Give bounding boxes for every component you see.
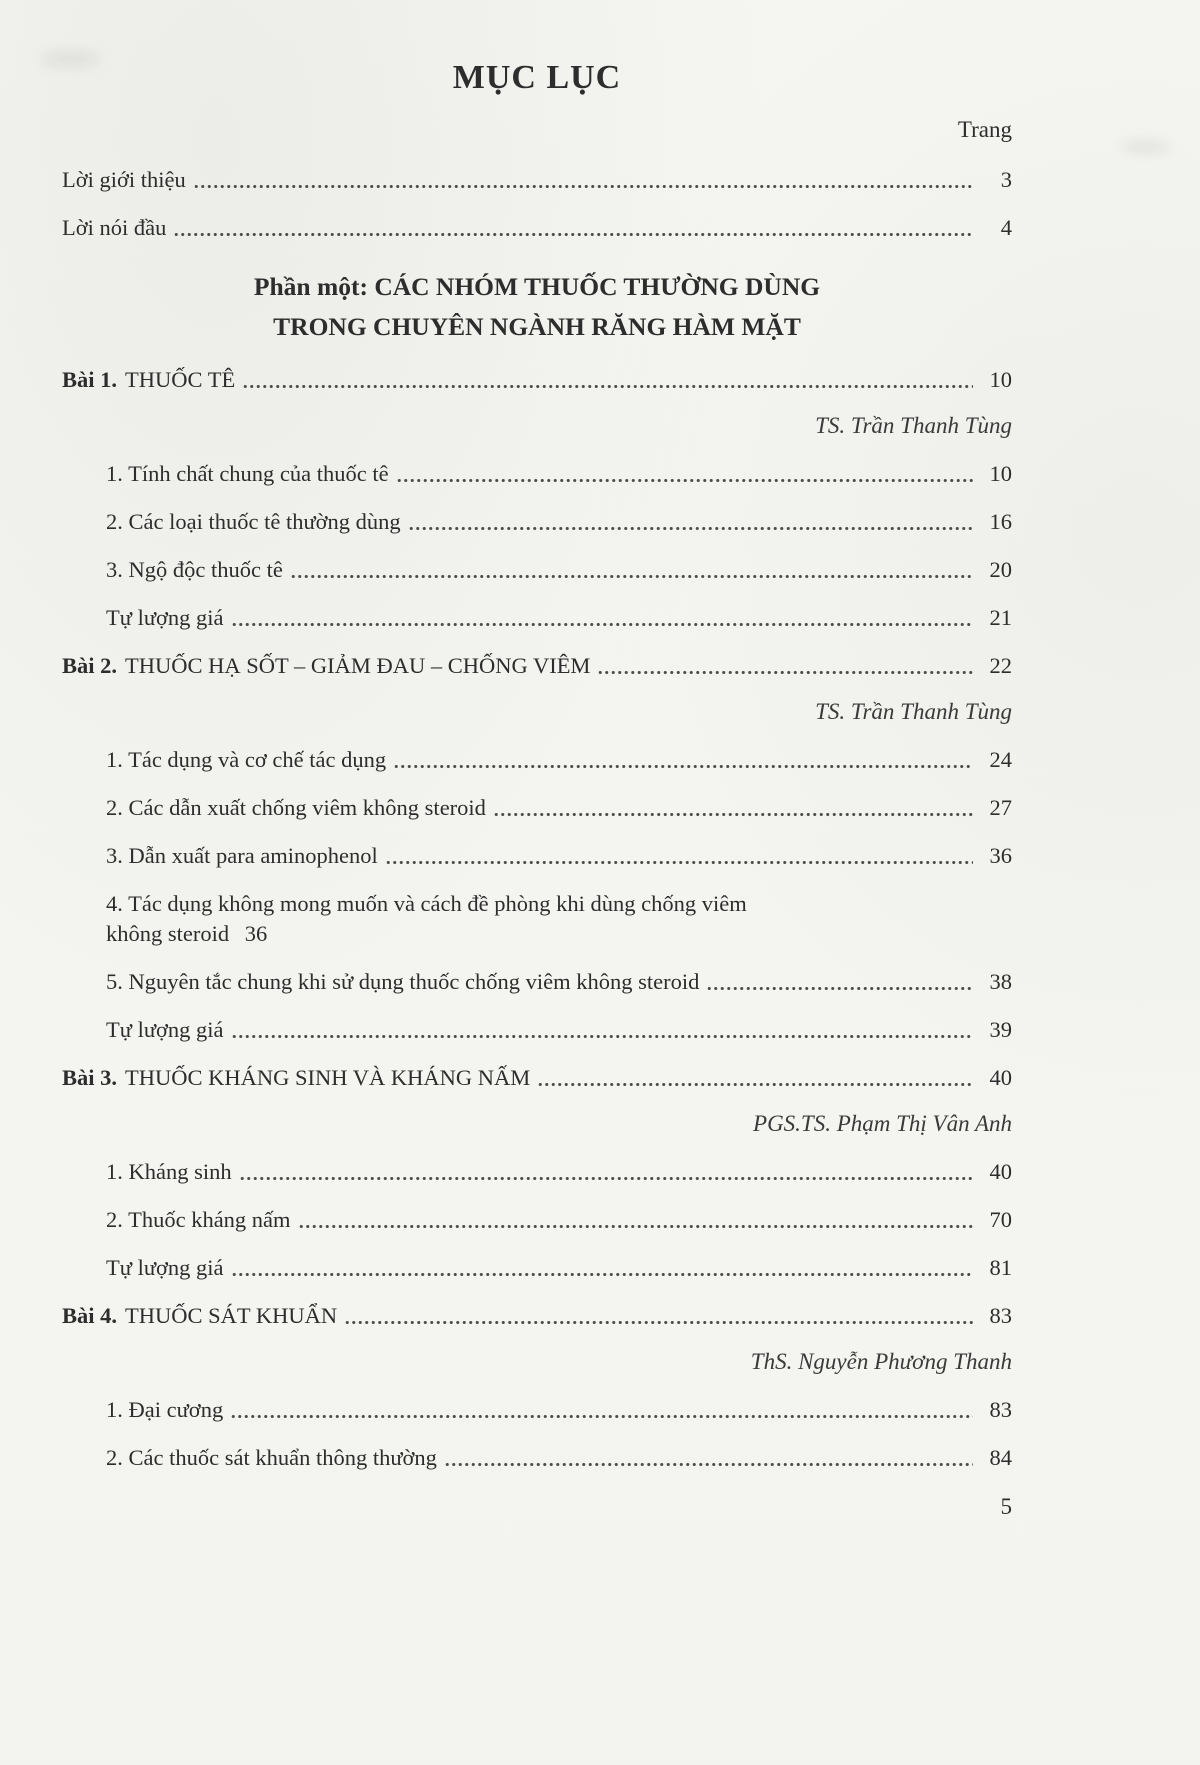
part-title-line1: CÁC NHÓM THUỐC THƯỜNG DÙNG: [374, 272, 821, 301]
page-number: 24: [989, 747, 1012, 772]
page-title: MỤC LỤC: [452, 59, 622, 96]
entry-title: 3. Dẫn xuất para aminophenol: [106, 843, 378, 868]
toc-entry-front: [62, 213, 1012, 243]
page-number: 70: [989, 1207, 1012, 1232]
page-number: 83: [989, 1397, 1012, 1422]
entry-title: 2. Các loại thuốc tê thường dùng: [106, 509, 401, 534]
page-number: 22: [989, 653, 1012, 678]
dot-leader: [230, 1415, 973, 1418]
dot-leader: [408, 527, 973, 530]
entry-title: 2. Thuốc kháng nấm: [106, 1207, 291, 1232]
page-number: 40: [989, 1159, 1012, 1184]
page-number: 40: [989, 1065, 1012, 1090]
entry-title: 1. Đại cương: [106, 1397, 224, 1422]
page-number: 36: [244, 921, 268, 946]
toc-entry-sub: [62, 1253, 1012, 1283]
footer-page-number: 5: [1000, 1494, 1012, 1519]
toc-entry-front: [62, 165, 1012, 195]
toc-entry-sub: [62, 1157, 1012, 1187]
toc-entry-sub: [62, 603, 1012, 633]
page-number: 16: [989, 509, 1012, 534]
page-number: 39: [989, 1017, 1012, 1042]
dot-leader: [290, 575, 973, 578]
entry-title: Lời nói đầu: [62, 215, 167, 240]
dot-leader: [396, 479, 973, 482]
lesson-title: THUỐC KHÁNG SINH VÀ KHÁNG NẤM: [125, 1065, 531, 1090]
page-number: 81: [989, 1255, 1012, 1280]
lesson-label: Bài 2.: [62, 653, 118, 678]
toc-entry-sub-twoline: [62, 889, 1012, 949]
page-column-header: Trang: [957, 117, 1012, 142]
page-number: 10: [989, 461, 1012, 486]
part-title-line2: TRONG CHUYÊN NGÀNH RĂNG HÀM MẶT: [273, 312, 801, 341]
dot-leader: [493, 813, 973, 816]
author-credit: PGS.TS. Phạm Thị Vân Anh: [753, 1111, 1012, 1136]
toc-entry-sub: [62, 1443, 1012, 1473]
toc-entry-lesson: [62, 1063, 1012, 1093]
dot-leader: [444, 1463, 973, 1466]
entry-title-line1: 4. Tác dụng không mong muốn và cách đề phòng khi dùng chống viêm: [106, 891, 747, 916]
dot-leader: [193, 185, 973, 188]
page-number: 4: [1000, 215, 1012, 240]
toc-entry-sub: [62, 507, 1012, 537]
page-number: 38: [989, 969, 1012, 994]
author-credit: TS. Trần Thanh Tùng: [815, 413, 1012, 438]
part-prefix: Phần một:: [253, 272, 375, 301]
toc-entry-sub: [62, 841, 1012, 871]
dot-leader: [344, 1321, 973, 1324]
page-number: 3: [1000, 167, 1012, 192]
dot-leader: [239, 1177, 973, 1180]
toc-entry-lesson: [62, 1301, 1012, 1331]
page-number: 36: [989, 843, 1012, 868]
dot-leader: [231, 1035, 973, 1038]
toc-entry-sub: [62, 967, 1012, 997]
page-number: 84: [989, 1445, 1012, 1470]
entry-title: 3. Ngộ độc thuốc tê: [106, 557, 283, 582]
entry-title: 1. Kháng sinh: [106, 1159, 232, 1184]
toc-entry-sub: [62, 793, 1012, 823]
page-number: 83: [989, 1303, 1012, 1328]
page-number: 20: [989, 557, 1012, 582]
entry-title: Tự lượng giá: [106, 1255, 224, 1280]
page-number: 21: [989, 605, 1012, 630]
lesson-title: THUỐC SÁT KHUẨN: [125, 1303, 338, 1328]
toc-entry-sub: [62, 1205, 1012, 1235]
dot-leader: [706, 987, 973, 990]
entry-title: 5. Nguyên tắc chung khi sử dụng thuốc chống viêm không steroid: [106, 969, 700, 994]
page-number: 27: [989, 795, 1012, 820]
author-credit: ThS. Nguyễn Phương Thanh: [750, 1349, 1012, 1374]
entry-title: 2. Các dẫn xuất chống viêm không steroid: [106, 795, 486, 820]
dot-leader: [242, 385, 973, 388]
toc-entry-lesson: [62, 365, 1012, 395]
entry-title: Lời giới thiệu: [62, 167, 186, 192]
lesson-title: THUỐC TÊ: [125, 367, 236, 392]
lesson-label: Bài 1.: [62, 367, 118, 392]
lesson-title: THUỐC HẠ SỐT – GIẢM ĐAU – CHỐNG VIÊM: [125, 653, 591, 678]
dot-leader: [537, 1083, 973, 1086]
dot-leader: [597, 671, 973, 674]
toc-entry-lesson: [62, 651, 1012, 681]
author-credit: TS. Trần Thanh Tùng: [815, 699, 1012, 724]
entry-title: 1. Tác dụng và cơ chế tác dụng: [106, 747, 387, 772]
toc-entry-sub: [62, 555, 1012, 585]
dot-leader: [231, 623, 973, 626]
toc-content: [62, 0, 1012, 1473]
dot-leader: [385, 861, 973, 864]
dot-leader: [173, 233, 973, 236]
lesson-label: Bài 3.: [62, 1065, 118, 1090]
part-heading-line1: [62, 267, 1012, 307]
page-number: 10: [989, 367, 1012, 392]
toc-entry-sub: [62, 745, 1012, 775]
toc-entry-sub: [62, 1015, 1012, 1045]
scan-smudge: [1120, 140, 1170, 154]
entry-title: Tự lượng giá: [106, 1017, 224, 1042]
entry-title-line2: không steroid: [106, 921, 230, 946]
dot-leader: [231, 1273, 973, 1276]
entry-title: 1. Tính chất chung của thuốc tê: [106, 461, 389, 486]
toc-entry-sub: [62, 459, 1012, 489]
toc-entry-sub: [62, 1395, 1012, 1425]
dot-leader: [298, 1225, 973, 1228]
entry-title: 2. Các thuốc sát khuẩn thông thường: [106, 1445, 437, 1470]
part-heading: [62, 267, 1012, 347]
entry-title: Tự lượng giá: [106, 605, 224, 630]
dot-leader: [393, 765, 973, 768]
lesson-label: Bài 4.: [62, 1303, 118, 1328]
